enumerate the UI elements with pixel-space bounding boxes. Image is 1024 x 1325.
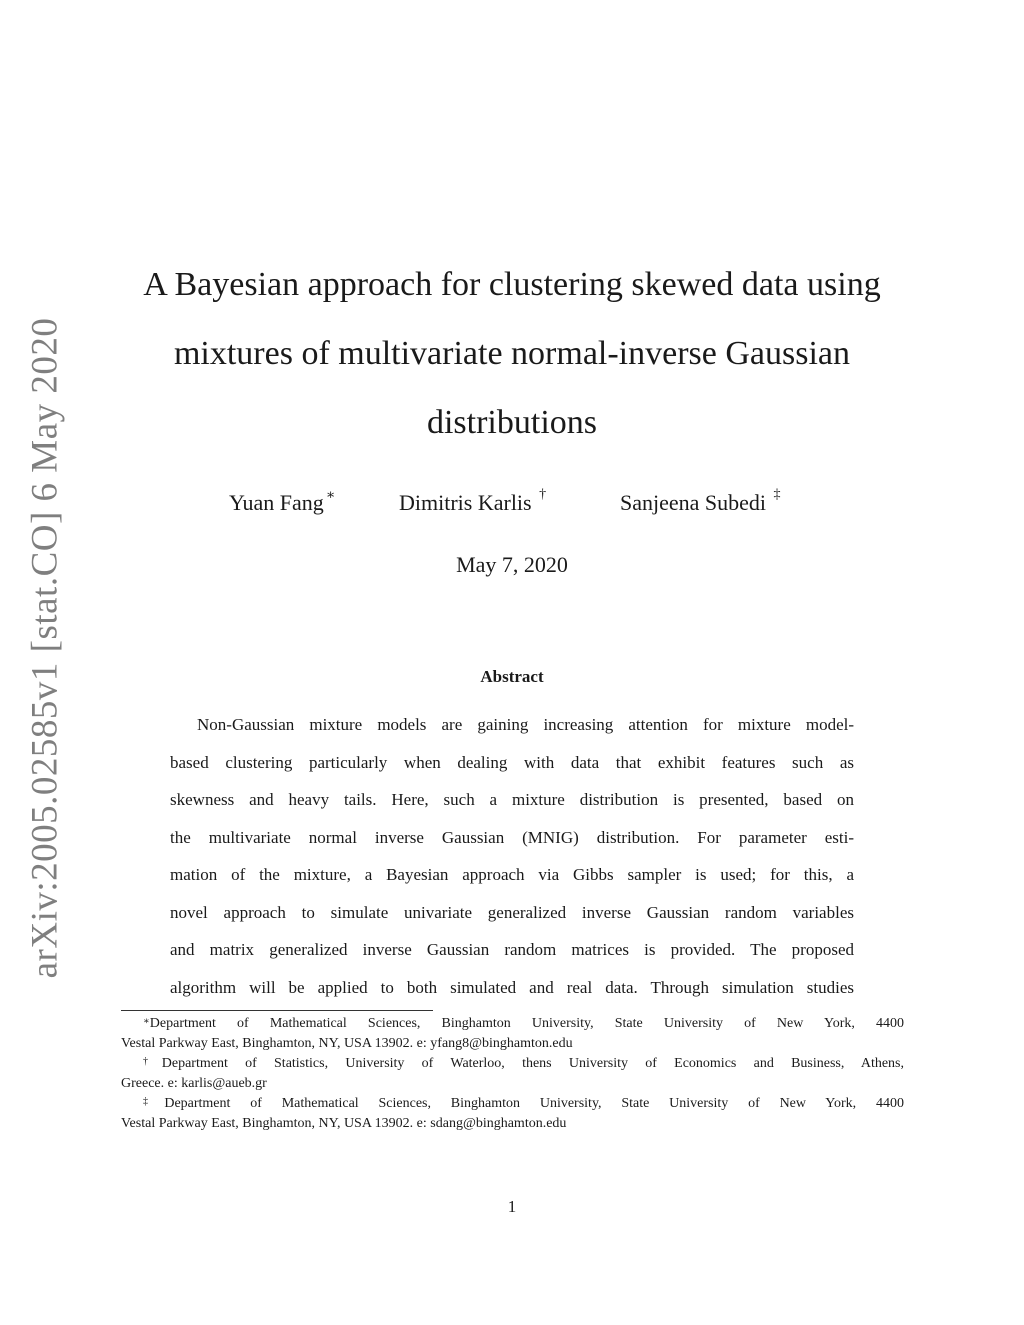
author-yuan-fang (229, 490, 335, 516)
abstract-line: mation of the mixture, a Bayesian approach via Gibbs sampler is used; for this, a (170, 865, 854, 884)
footnote-mark: ‡ (143, 1096, 165, 1107)
footnote-text: Department of Statistics, University of Waterloo, thens University of Economics and Business, Athens, (161, 1056, 905, 1071)
publication-date: May 7, 2020 (456, 552, 568, 577)
footnote-line-1 (121, 1014, 904, 1034)
abstract-line: and matrix generalized inverse Gaussian random matrices is provided. The proposed (170, 940, 854, 959)
abstract-line: novel approach to simulate univariate generalized inverse Gaussian random variables (170, 903, 854, 922)
author-sanjeena-subedi (620, 487, 781, 516)
author-name: Yuan Fang (229, 490, 324, 515)
page-number: 1 (507, 1197, 517, 1216)
abstract-line: algorithm will be applied to both simulated and real data. Through simulation studies (170, 978, 854, 997)
author-affiliation-mark: † (539, 487, 547, 502)
abstract-line: the multivariate normal inverse Gaussian (MNIG) distribution. For parameter esti- (170, 828, 854, 847)
footnote-mark: † (143, 1056, 162, 1067)
footnote-mark: ∗ (143, 1016, 150, 1027)
author-name: Sanjeena Subedi (620, 490, 767, 515)
footnote-line-1 (121, 1054, 904, 1074)
author-affiliation-mark: ∗ (325, 488, 336, 503)
footnote-line-2: Greece. e: karlis@aueb.gr (121, 1076, 267, 1091)
author-affiliation-mark: ‡ (773, 487, 781, 502)
footnote-text: Department of Mathematical Sciences, Binghamton University, State University of New York, 4400 (164, 1096, 905, 1111)
footnote-line-2: Vestal Parkway East, Binghamton, NY, USA 13902. e: sdang@binghamton.edu (121, 1116, 567, 1131)
footnote-sanjeena-subedi (121, 1094, 904, 1134)
abstract-line: based clustering particularly when dealing with data that exhibit features such as (170, 753, 854, 772)
abstract-line: skewness and heavy tails. Here, such a mixture distribution is presented, based on (170, 790, 854, 809)
abstract-line: Non-Gaussian mixture models are gaining increasing attention for mixture model- (197, 715, 854, 734)
abstract-heading: Abstract (480, 667, 544, 686)
paper-title-line-1: A Bayesian approach for clustering skewed data using (143, 266, 881, 303)
footnote-yuan-fang (121, 1014, 904, 1054)
footnote-line-1 (121, 1094, 904, 1114)
author-name: Dimitris Karlis (399, 490, 532, 515)
paper-title-line-2: mixtures of multivariate normal-inverse Gaussian (173, 335, 851, 372)
footnote-divider (121, 1010, 433, 1011)
arxiv-identifier-stamp: arXiv:2005.02585v1 [stat.CO] 6 May 2020 (24, 317, 66, 979)
footnote-text: Department of Mathematical Sciences, Binghamton University, State University of New York, 4400 (149, 1016, 904, 1031)
paper-title-line-3: distributions (426, 404, 598, 441)
footnote-dimitris-karlis (121, 1054, 904, 1094)
footnote-line-2: Vestal Parkway East, Binghamton, NY, USA 13902. e: yfang8@binghamton.edu (121, 1036, 573, 1051)
author-dimitris-karlis (399, 487, 547, 516)
